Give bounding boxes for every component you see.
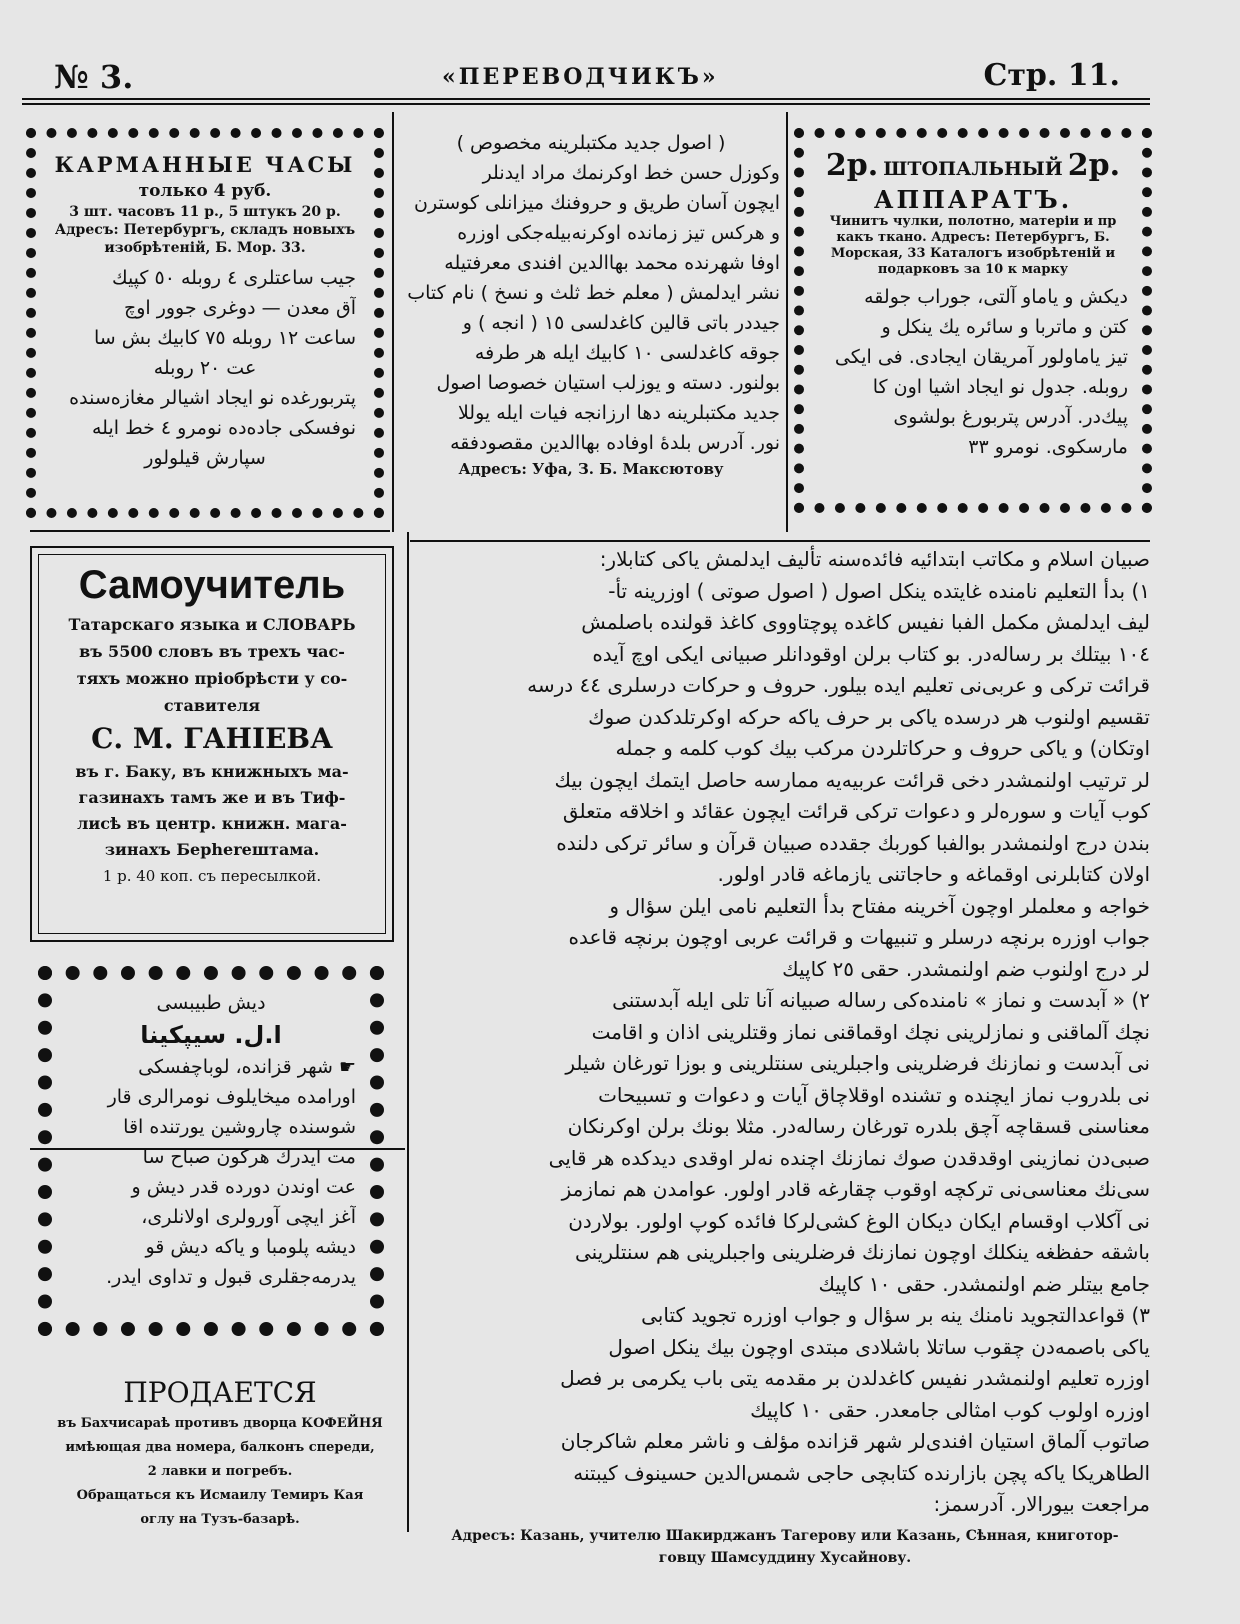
- dentist-ad: [38, 966, 384, 1336]
- watch-ad-arabic-line: سپارش قيلولور: [144, 447, 266, 469]
- dentist-ad-line: يدرمه‌جقلرى قبول و تداوى ايدر.: [106, 1266, 356, 1288]
- darning-ad-line: какъ ткано. Адресъ: Петербургъ, Б.: [836, 230, 1110, 245]
- calligraphy-ad-line: ( اصول جديد مكتبلرينه مخصوص ): [456, 132, 726, 154]
- article-line: باشقه حفظغه ينكلك اوچون نمازنك فرضلرينى واجبلرينى هم سنتلرينى: [574, 1240, 1150, 1264]
- darning-ad-arabic-line: تيز ياماولور آمريقان ايجادى. فى ايكى: [834, 346, 1128, 368]
- samouchitel-line: газинахъ тамъ же и въ Тиф-: [78, 788, 346, 807]
- watch-ad: [26, 128, 384, 518]
- watch-ad-title: КАРМАННЫЕ ЧАСЫ: [54, 152, 356, 177]
- darning-ad-arabic-line: پيك‌در. آدرس پتربورغ بولشوى: [893, 406, 1128, 428]
- calligraphy-ad-line: وكوزل حسن خط اوكرنمك مراد ايدنلر: [482, 162, 780, 184]
- article-address: говцу Шамсуддину Хусайнову.: [658, 1549, 912, 1566]
- article-line: ياكى باصمه‌دن چقوب ساتلا باشلادى مبتدى اوچون بيك ينكل اصول: [608, 1334, 1150, 1359]
- darning-ad-arabic-line: كتن و ماتربا و سائره يك ينكل و: [881, 316, 1128, 338]
- article-line: ٢) « آبدست و نماز » نامنده‌كى رساله صبيانه آنا تلى ايله آبدستنى: [612, 988, 1150, 1012]
- sale-ad-line: оглу на Тузъ-базарѣ.: [140, 1512, 300, 1527]
- page-number: Стр. 11.: [983, 58, 1120, 93]
- darning-ad-line: Чинитъ чулки, полотно, матеріи и пр: [829, 214, 1117, 229]
- darning-ad-arabic-line: روبله. جدول نو ايجاد اشيا اون كا: [872, 376, 1128, 398]
- samouchitel-line: въ г. Баку, въ книжныхъ ма-: [75, 762, 349, 781]
- sale-ad-line: въ Бахчисараѣ противъ дворца КОФЕЙНЯ: [57, 1416, 383, 1431]
- article-line: ١٠٤ بيتلك بر رساله‌در. بو كتاب برلن اوقودانلر صبيانى ايكى اوچ آيده: [592, 641, 1150, 666]
- darning-word: ШТОПАЛЬНЫЙ: [883, 158, 1063, 180]
- calligraphy-ad-line: بولنور. دسته و يوزلب استيان خصوصا اصول: [436, 372, 780, 394]
- dentist-ad-line: ☛ شهر قزانده، لوباچفسكى: [138, 1056, 356, 1078]
- article-line: اوتكان) و ياكى حروف و حركاتلردن مركب بيك كوب كلمه و جمله: [615, 736, 1150, 760]
- article-line: كوب آيات و سوره‌لر و دعوات تركى قرائت ايچون عقائد و اخلاقه متعلق: [562, 799, 1150, 823]
- darning-ad-title: АППАРАТЪ.: [873, 185, 1073, 214]
- watch-ad-arabic-line: عت ٢٠ روبله: [153, 357, 257, 379]
- watch-ad-arabic-line: پتربورغده نو ايجاد اشيالر مغازه‌سنده: [69, 387, 356, 409]
- article-line: نچك آلماقنى و نمازلرينى نچك اوقماقنى نماز وقتلرينى اذان و اقامت: [591, 1019, 1150, 1044]
- article-line: بندن درج اولنمشدر بوالفبا كوربك جقدده صبيان قرآن و سائر تركى دلنده: [556, 830, 1150, 855]
- article-line: تقسيم اولنوب هر درسده ياكى بر حرف ياكه حركه اوكرتلدكدن صوك: [588, 704, 1150, 729]
- main-article: [420, 544, 1150, 1566]
- article-line: جامع بيتلر ضم اولنمشدر. حقى ١٠ كاپيك: [818, 1271, 1150, 1296]
- article-line: نى بلدروب نماز ايچنده و تشنده اوقلاچاق آيات و دعوات و تسبيحات: [598, 1082, 1150, 1107]
- sale-ad-line: имѣющая два номера, балконъ спереди,: [65, 1440, 375, 1455]
- sale-ad-line: 2 лавки и погребъ.: [147, 1464, 293, 1479]
- darning-ad-arabic-line: ديكش و ياماو آلتى، جوراب جولقه: [864, 286, 1128, 308]
- calligraphy-ad-line: ايچون آسان طريق و حروفنك ميزانلى كوسترن: [414, 192, 780, 214]
- article-line: ١) بدأ التعليم نامنده غايتده ينكل اصول ( اصول صوتى ) اوزرينه تأ-: [608, 578, 1150, 603]
- darning-price-left: 2р.: [825, 148, 879, 183]
- article-line: صبيان اسلام و مكاتب ابتدائيه فائده‌سنه تأليف ايدلمش ياكى كتابلار:: [599, 547, 1150, 571]
- watch-ad-price: только 4 руб.: [138, 181, 272, 201]
- watch-ad-line: изобрѣтеній, Б. Мор. 33.: [104, 240, 306, 256]
- samouchitel-title: Самоучитель: [78, 563, 346, 607]
- watch-ad-arabic-line: ساعت ١٢ روبله ٧٥ كابيك بش سا: [93, 327, 356, 349]
- article-line: صبى‌دن نمازينى اوقدقدن صوك نمازنك اچنده نه‌لر اوقدى ديدكده هر قايى: [548, 1145, 1150, 1170]
- samouchitel-line: тяхъ можно пріобрѣсти у со-: [76, 669, 348, 688]
- article-line: لر ترتيب اولنمشدر دخى قرائت عربيه‌يه ممارسه حاصل ايتمك ايچون بيك: [554, 767, 1150, 792]
- calligraphy-ad-address: Адресъ: Уфа, З. Б. Максютову: [458, 460, 724, 478]
- article-line: صاتوب آلماق استيان افندى‌لر شهر قزانده مؤلف و ناشر معلم شاكرجان: [560, 1429, 1150, 1453]
- article-line: لر درج اولنوب ضم اولنمشدر. حقى ٢٥ كاپيك: [782, 956, 1150, 981]
- article-line: الطاهريكا ياكه پچن بازارنده كتابچى حاجى شمس‌الدين حسينوف كيبتنه: [573, 1460, 1150, 1485]
- calligraphy-ad: [402, 128, 780, 528]
- sale-ad-line: Обращаться къ Исмаилу Темиръ Кая: [76, 1488, 364, 1503]
- calligraphy-ad-line: جديد مكتبلرينه دها ارزانجه فيات ايله يوللا: [457, 402, 780, 424]
- dentist-ad-line: ديشه پلومبا و ياكه ديش قو: [145, 1236, 356, 1258]
- samouchitel-ad: [30, 546, 394, 942]
- column-divider: [786, 112, 788, 532]
- calligraphy-ad-line: جيددر باتى قالين كاغدلسى ١٥ ( انجه ) و: [462, 312, 780, 334]
- calligraphy-ad-line: و هركس تيز زمانده اوكرنه‌بيله‌جكى اوزره: [457, 222, 780, 244]
- article-line: اوزره اولوب كوب امثالى جامعدر. حقى ١٠ كاپيك: [750, 1397, 1150, 1422]
- samouchitel-line: ставителя: [163, 696, 261, 715]
- calligraphy-ad-line: جوقه كاغدلسى ١٠ كابيك ايله هر طرفه: [474, 342, 780, 364]
- ad-divider: [30, 530, 390, 532]
- header-rule: [22, 98, 1150, 100]
- darning-ad-line: подарковъ за 10 к марку: [877, 262, 1069, 277]
- article-line: نى آكلاب اوقسام ايكان ديكان الوغ كشى‌لركا فائده كوپ اولور. بولاردن: [568, 1208, 1150, 1233]
- article-line: سى‌نك معناسى‌نى تركچه اوقوب چقارغه قادر اولور. عوامدن هم نمازمز: [561, 1177, 1150, 1201]
- article-line: مراجعت بيورالار. آدرسمز:: [933, 1492, 1150, 1516]
- newspaper-title: «ПЕРЕВОДЧИКЪ»: [442, 64, 719, 90]
- dentist-ad-line: آغز ايچى آورولرى اولانلرى،: [141, 1206, 356, 1228]
- watch-ad-line: Адресъ: Петербургъ, складъ новыхъ: [54, 222, 356, 238]
- article-line: ٣) قواعدالتجويد نامنك ينه بر سؤال و جواب اوزره تجويد كتابى: [641, 1303, 1150, 1327]
- sale-ad-title: ПРОДАЕТСЯ: [123, 1376, 317, 1409]
- calligraphy-ad-line: نور. آدرس بلدهٔ اوفاده بهاالدين مقصودفقه: [450, 432, 780, 454]
- darning-ad-line: Морская, 33 Каталогъ изобрѣтеній и: [830, 246, 1116, 261]
- article-line: ليف ايدلمش مكمل الفبا نفيس كاغده پوچتاووى كاغذ قولنده باصلمش: [581, 610, 1150, 634]
- darning-ad: [794, 128, 1152, 513]
- article-line: اوزره تعليم اولنمشدر نفيس كاغدلدن بر مقدمه يتى باب يكرمى بر فصل: [560, 1366, 1150, 1390]
- dentist-ad-line: شوسنده چاروشين يورتنده اقا: [123, 1116, 356, 1138]
- samouchitel-line: Татарскаго языка и СЛОВАРЬ: [68, 615, 356, 634]
- article-line: خواجه و معلملر اوچون آخرينه مفتاح بدأ التعليم نامى ايلن سؤال و: [609, 893, 1150, 918]
- dentist-ad-line: عت اوندن دورده قدر ديش و: [131, 1176, 356, 1198]
- dentist-subtitle: ديش طبيبسى: [156, 992, 266, 1014]
- page-header: [22, 52, 1150, 102]
- samouchitel-author: С. М. ГАНІЕВА: [91, 722, 333, 755]
- samouchitel-line: въ 5500 словъ въ трехъ час-: [79, 642, 345, 661]
- samouchitel-inner-frame: [38, 554, 386, 934]
- header-rule-thin: [22, 103, 1150, 105]
- calligraphy-ad-line: اوفا شهرنده محمد بهاالدين افندى معرفتيله: [444, 252, 780, 274]
- article-line: اولان كتابلرنى اوقماغه و حاجاتنى يازماغه قادر اولور.: [717, 862, 1150, 886]
- watch-ad-line: 3 шт. часовъ 11 р., 5 штукъ 20 р.: [69, 204, 341, 220]
- samouchitel-line: зинахъ Берherештама.: [104, 840, 320, 859]
- dentist-name: ا.ل. سيپكينا: [140, 1021, 282, 1049]
- article-line: جواب اوزره برنچه درسلر و تنبيهات و قرائت عربى اوچون برنچه قاعده: [568, 925, 1150, 949]
- samouchitel-line: лисѣ въ центр. книжн. мага-: [77, 814, 347, 833]
- watch-ad-arabic-line: آق معدن — دوغرى جوور اوچ: [123, 297, 356, 319]
- issue-number: № 3.: [54, 58, 134, 96]
- watch-ad-arabic-line: جيب ساعتلرى ٤ روبله ٥٠ كپيك: [111, 267, 356, 289]
- dentist-ad-line: مت ايدرك هركون صباح سا: [142, 1146, 356, 1168]
- calligraphy-ad-line: نشر ايدلمش ( معلم خط ثلث و نسخ ) نام كتاب: [407, 282, 780, 304]
- dentist-ad-line: اورامده ميخايلوف نومرالرى قار: [107, 1086, 356, 1108]
- column-divider: [392, 112, 394, 532]
- sale-ad: [36, 1374, 404, 1534]
- darning-ad-arabic-line: مارسكوى. نومرو ٣٣: [968, 436, 1128, 458]
- article-line: نى آبدست و نمازنك فرضلرينى واجبلرينى سنتلرينى و بوزا تورغان شيلر: [565, 1051, 1150, 1075]
- section-divider: [410, 540, 1150, 542]
- main-article-body: [420, 544, 1150, 1521]
- article-line: معناسنى قسقاچه آچق بلدره تورغان رساله‌در. مثلا بونك برلن اوكرنكان: [567, 1114, 1150, 1138]
- article-line: قرائت تركى و عربى‌نى تعليم ايده بيلور. حروف و حركات درسلرى ٤٤ درسه: [527, 673, 1150, 697]
- darning-price-right: 2р.: [1067, 148, 1121, 183]
- samouchitel-price: 1 р. 40 коп. съ пересылкой.: [102, 867, 322, 885]
- watch-ad-arabic-line: نوفسكى جاده‌ده نومرو ٤ خط ايله: [91, 417, 356, 439]
- column-divider: [407, 532, 409, 1532]
- darning-ad-heading: [818, 148, 1128, 183]
- article-address: Адресъ: Казань, учителю Шакирджанъ Тагерову или Казань, Сѣнная, книготор-: [451, 1527, 1119, 1544]
